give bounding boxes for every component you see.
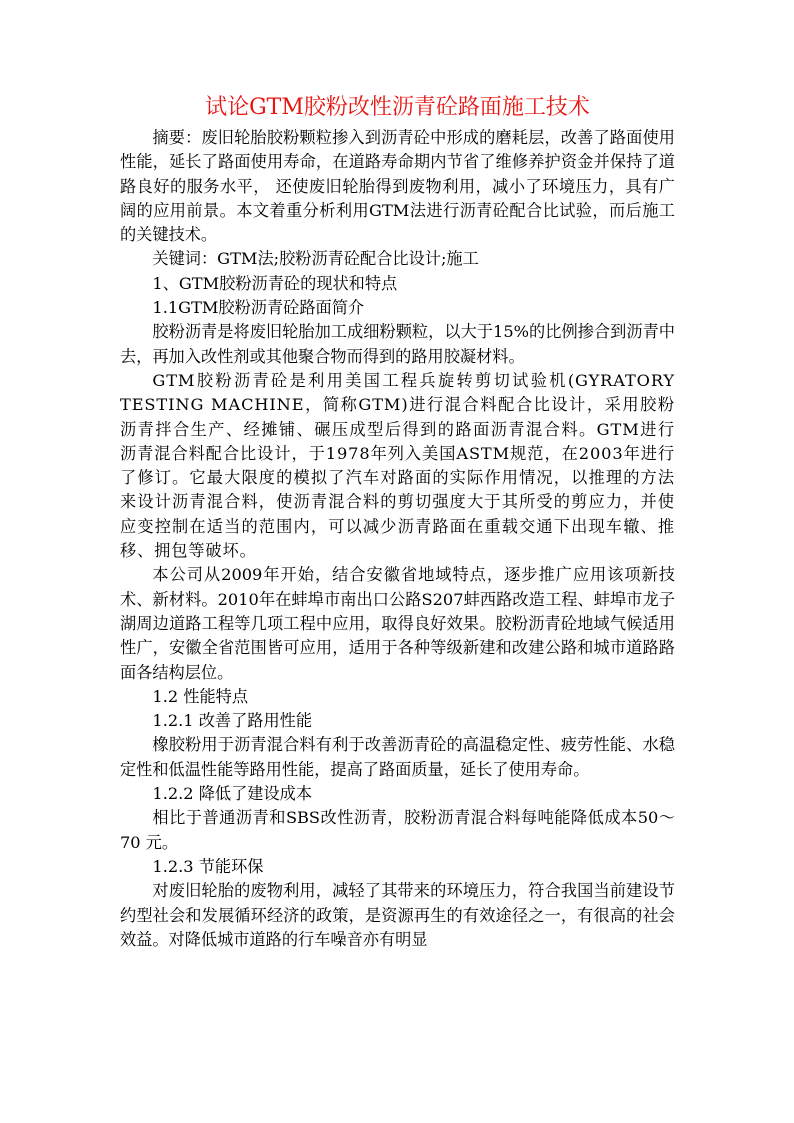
section-heading-1: 1、GTM胶粉沥青砼的现状和特点 (152, 273, 398, 293)
body-paragraph-3: 本公司从2009年开始，结合安徽省地域特点，逐步推广应用该项新技术、新材料。2010年在蚌埠市南出口公路S207蚌西路改造工程、蚌埠市龙子湖周边道路工程等几项工程中应用，取得良好效果。胶粉沥青砼地域气候适用性广，安徽全省范围皆可应用，适用于各种等级新建和改建公路和城市道路路面各结构层位。 (120, 565, 675, 682)
keywords-line: 关键词：GTM法;胶粉沥青砼配合比设计;施工 (152, 249, 479, 269)
section-heading-1-2-2: 1.2.2 降低了建设成本 (152, 784, 313, 804)
body-paragraph-2: GTM胶粉沥青砼是利用美国工程兵旋转剪切试验机(GYRATORY TESTING MACHINE，简称GTM)进行混合料配合比设计，采用胶粉沥青拌合生产、经摊铺、碾压成型后得到的路面沥青混合料。GTM进行沥青混合料配合比设计，于1978年列入美国ASTM规范，在2003年进行了修订。它最大限度的模拟了汽车对路面的实际作用情况，以推理的方法来设计沥青混合料，使沥青混合料的剪切强度大于其所受的剪应力，并使应变控制在适当的范围内，可以减少沥青路面在重载交通下出现车辙、推移、拥包等破坏。 (120, 370, 675, 561)
document-body (120, 92, 675, 952)
section-heading-1-2: 1.2 性能特点 (152, 686, 249, 706)
body-paragraph-4: 橡胶粉用于沥青混合料有利于改善沥青砼的高温稳定性、疲劳性能、水稳定性和低温性能等路用性能，提高了路面质量，延长了使用寿命。 (120, 735, 675, 779)
body-paragraph-5: 相比于普通沥青和SBS改性沥青，胶粉沥青混合料每吨能降低成本50～70 元。 (120, 808, 675, 852)
abstract-paragraph: 摘要：废旧轮胎胶粉颗粒掺入到沥青砼中形成的磨耗层，改善了路面使用性能，延长了路面使用寿命，在道路寿命期内节省了维修养护资金并保持了道路良好的服务水平， 还使废旧轮胎得到废物利用，减小了环境压力，具有广阔的应用前景。本文着重分析利用GTM法进行沥青砼配合比试验，而后施工的关键技术。 (120, 128, 675, 245)
section-heading-1-2-3: 1.2.3 节能环保 (152, 856, 264, 876)
document-title: 试论GTM胶粉改性沥青砼路面施工技术 (205, 95, 590, 120)
body-paragraph-6: 对废旧轮胎的废物利用，减轻了其带来的环境压力，符合我国当前建设节约型社会和发展循环经济的政策，是资源再生的有效途径之一，有很高的社会效益。对降低城市道路的行车噪音亦有明显 (120, 881, 675, 949)
body-paragraph-1: 胶粉沥青是将废旧轮胎加工成细粉颗粒，以大于15%的比例掺合到沥青中去，再加入改性剂或其他聚合物而得到的路用胶凝材料。 (120, 322, 675, 366)
section-heading-1-2-1: 1.2.1 改善了路用性能 (152, 711, 313, 731)
section-heading-1-1: 1.1GTM胶粉沥青砼路面简介 (152, 298, 365, 318)
